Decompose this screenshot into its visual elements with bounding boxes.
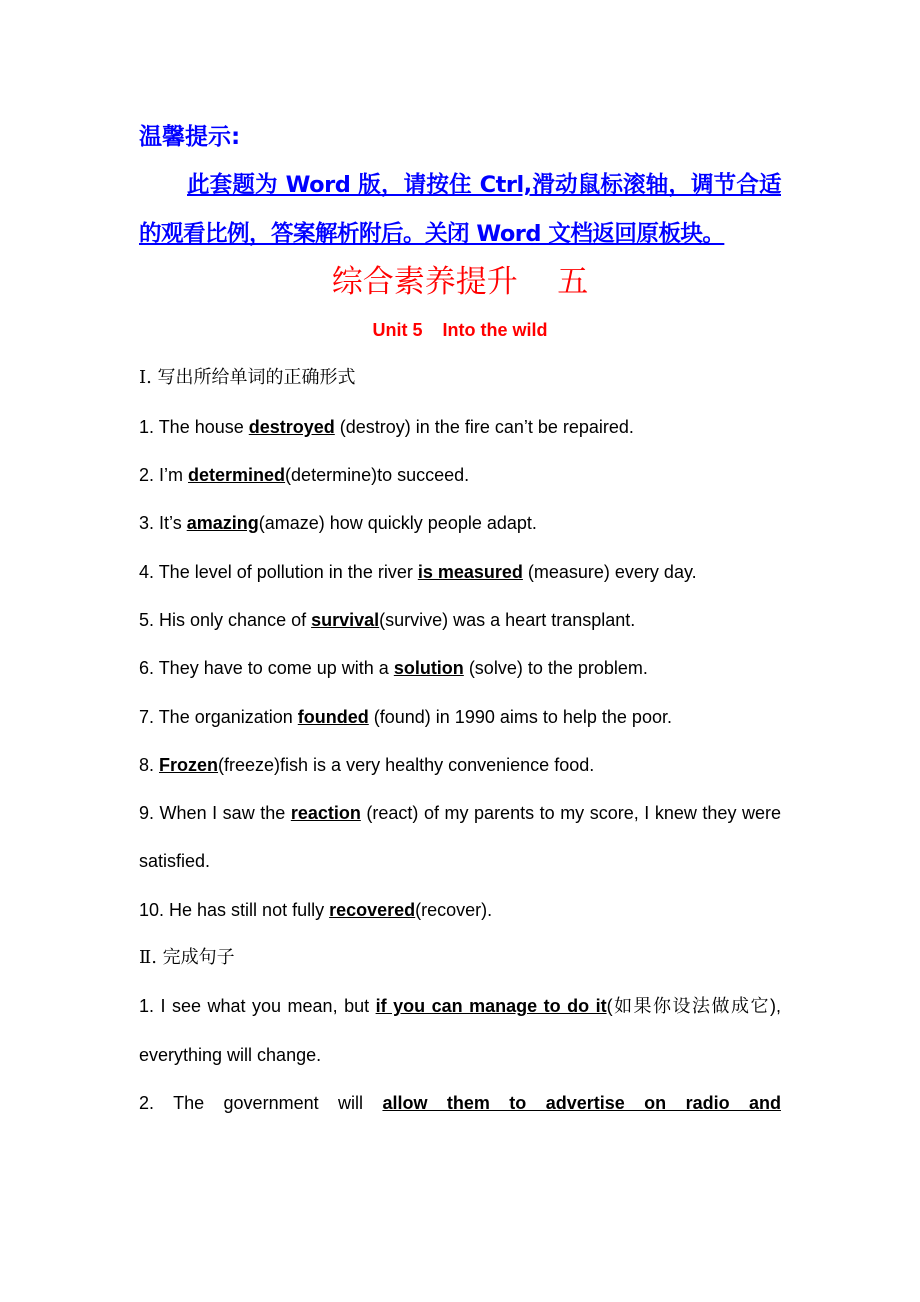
question-text: (freeze)fish is a very healthy convenience food. [218, 754, 595, 775]
exercise-item [139, 596, 781, 644]
question-text: 10. He has still not fully [139, 899, 330, 920]
page-title: 综合素养提升 五 [331, 263, 589, 300]
question-text: (survive) was a heart transplant. [379, 609, 636, 630]
exercise-item [139, 1079, 781, 1127]
section-1-heading: Ⅰ. 写出所给单词的正确形式 [139, 367, 356, 389]
answer-text: founded [297, 706, 369, 727]
exercise-item [139, 886, 781, 934]
question-text: 3. It’s [139, 513, 187, 534]
question-text: 8. [139, 754, 160, 775]
question-text: (measure) every day. [522, 561, 697, 582]
answer-text: survival [311, 609, 380, 630]
answer-text: Frozen [159, 754, 219, 775]
question-text: 1. I see what you mean, but [139, 996, 376, 1017]
question-text: (destroy) in the fire can’t be repaired. [334, 416, 634, 437]
answer-text: recovered [329, 899, 416, 920]
section-2-heading: Ⅱ. 完成句子 [139, 947, 235, 969]
answer-text: if you can manage to do it [375, 996, 607, 1017]
question-text: 7. The organization [139, 706, 298, 727]
answer-text: is measured [417, 561, 523, 582]
exercise-item [139, 548, 781, 596]
answer-text: reaction [290, 803, 361, 824]
question-text: (solve) to the problem. [463, 658, 648, 679]
question-text: 9. When I saw the [139, 803, 291, 824]
question-text: (recover). [415, 899, 493, 920]
question-text: (determine)to succeed. [285, 465, 470, 486]
tip-heading: 温馨提示: [139, 124, 241, 150]
exercise-item [139, 982, 781, 1079]
question-text: (amaze) how quickly people adapt. [258, 513, 537, 534]
question-text: 2. I’m [139, 465, 189, 486]
answer-text: allow them to advertise on radio and [382, 1092, 781, 1113]
exercise-item [139, 499, 781, 547]
answer-text: determined [188, 465, 286, 486]
exercise-item [139, 451, 781, 499]
answer-text: destroyed [248, 416, 335, 437]
exercise-item [139, 741, 781, 789]
question-text: 1. The house [139, 416, 249, 437]
question-text: (found) in 1990 aims to help the poor. [368, 706, 672, 727]
question-text: 6. They have to come up with a [139, 658, 394, 679]
question-text: (如果你设法做成它), everything will change. [139, 996, 781, 1065]
exercise-item [139, 789, 781, 886]
question-text: 5. His only chance of [139, 609, 312, 630]
unit-title: Unit 5 Into the wild [372, 320, 548, 341]
exercise-item [139, 644, 781, 692]
exercise-item [139, 693, 781, 741]
question-text: 4. The level of pollution in the river [139, 561, 418, 582]
question-text: (react) of my parents to my score, I knew they were satisfied. [139, 803, 781, 872]
question-text: 2. The government will [139, 1092, 383, 1113]
answer-text: amazing [186, 513, 259, 534]
answer-text: solution [393, 658, 464, 679]
tip-body[interactable]: 此套题为 Word 版，请按住 Ctrl,滑动鼠标滚轴，调节合适的观看比例，答案解析附后。关闭 Word 文档返回原板块。 [139, 172, 781, 247]
exercise-item [139, 403, 781, 451]
